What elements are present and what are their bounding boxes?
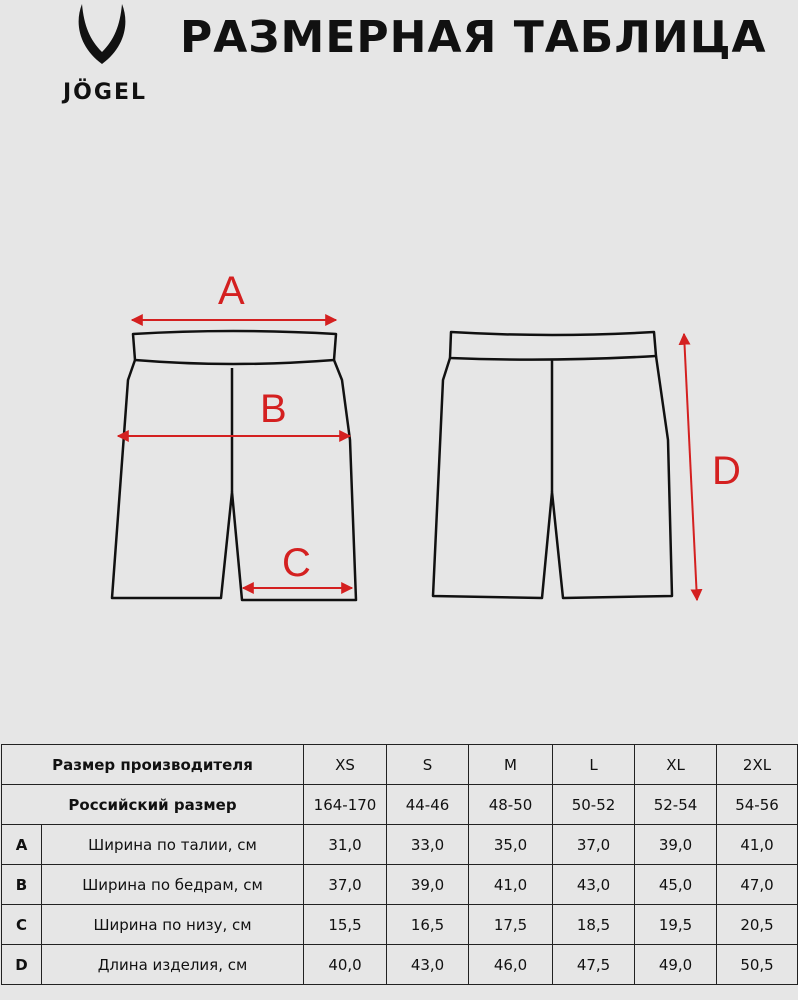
size-cell: S xyxy=(387,745,469,785)
measure-b-label: B xyxy=(260,387,287,431)
value-cell: 40,0 xyxy=(304,945,387,985)
ru-size-cell: 48-50 xyxy=(469,785,553,825)
shorts-diagram xyxy=(0,250,798,630)
ru-size-cell: 164-170 xyxy=(304,785,387,825)
value-cell: 31,0 xyxy=(304,825,387,865)
logo-text: JÖGEL xyxy=(63,80,147,105)
header-label: Размер производителя xyxy=(2,745,304,785)
ru-size-cell: 52-54 xyxy=(635,785,717,825)
value-cell: 41,0 xyxy=(717,825,798,865)
value-cell: 16,5 xyxy=(387,905,469,945)
table-row xyxy=(2,945,798,985)
table-row xyxy=(2,905,798,945)
measure-a-label: A xyxy=(218,269,245,313)
measure-c-label: C xyxy=(282,541,311,585)
value-cell: 41,0 xyxy=(469,865,553,905)
page-title: РАЗМЕРНАЯ ТАБЛИЦА xyxy=(180,12,767,63)
value-cell: 43,0 xyxy=(553,865,635,905)
size-cell: XS xyxy=(304,745,387,785)
value-cell: 45,0 xyxy=(635,865,717,905)
value-cell: 49,0 xyxy=(635,945,717,985)
value-cell: 37,0 xyxy=(553,825,635,865)
value-cell: 43,0 xyxy=(387,945,469,985)
value-cell: 17,5 xyxy=(469,905,553,945)
value-cell: 39,0 xyxy=(387,865,469,905)
value-cell: 46,0 xyxy=(469,945,553,985)
row-letter: C xyxy=(2,905,42,945)
size-cell: M xyxy=(469,745,553,785)
ru-size-label: Российский размер xyxy=(2,785,304,825)
value-cell: 37,0 xyxy=(304,865,387,905)
table-row-sizes xyxy=(2,745,798,785)
row-label: Длина изделия, см xyxy=(42,945,304,985)
measure-d-label: D xyxy=(712,449,741,493)
value-cell: 39,0 xyxy=(635,825,717,865)
value-cell: 20,5 xyxy=(717,905,798,945)
shorts-front xyxy=(112,331,356,600)
row-label: Ширина по бедрам, см xyxy=(42,865,304,905)
ru-size-cell: 54-56 xyxy=(717,785,798,825)
shorts-back xyxy=(433,332,672,598)
row-label: Ширина по талии, см xyxy=(42,825,304,865)
value-cell: 35,0 xyxy=(469,825,553,865)
value-cell: 18,5 xyxy=(553,905,635,945)
value-cell: 47,0 xyxy=(717,865,798,905)
measure-d-arrow xyxy=(684,334,697,600)
value-cell: 47,5 xyxy=(553,945,635,985)
size-cell: L xyxy=(553,745,635,785)
row-letter: B xyxy=(2,865,42,905)
table-row-ru-sizes xyxy=(2,785,798,825)
table-row xyxy=(2,865,798,905)
row-label: Ширина по низу, см xyxy=(42,905,304,945)
value-cell: 33,0 xyxy=(387,825,469,865)
row-letter: D xyxy=(2,945,42,985)
ru-size-cell: 50-52 xyxy=(553,785,635,825)
value-cell: 50,5 xyxy=(717,945,798,985)
value-cell: 15,5 xyxy=(304,905,387,945)
logo-emblem-icon xyxy=(40,2,170,82)
size-cell: 2XL xyxy=(717,745,798,785)
brand-logo xyxy=(40,2,170,110)
value-cell: 19,5 xyxy=(635,905,717,945)
size-table xyxy=(1,744,798,985)
size-cell: XL xyxy=(635,745,717,785)
row-letter: A xyxy=(2,825,42,865)
ru-size-cell: 44-46 xyxy=(387,785,469,825)
table-row xyxy=(2,825,798,865)
